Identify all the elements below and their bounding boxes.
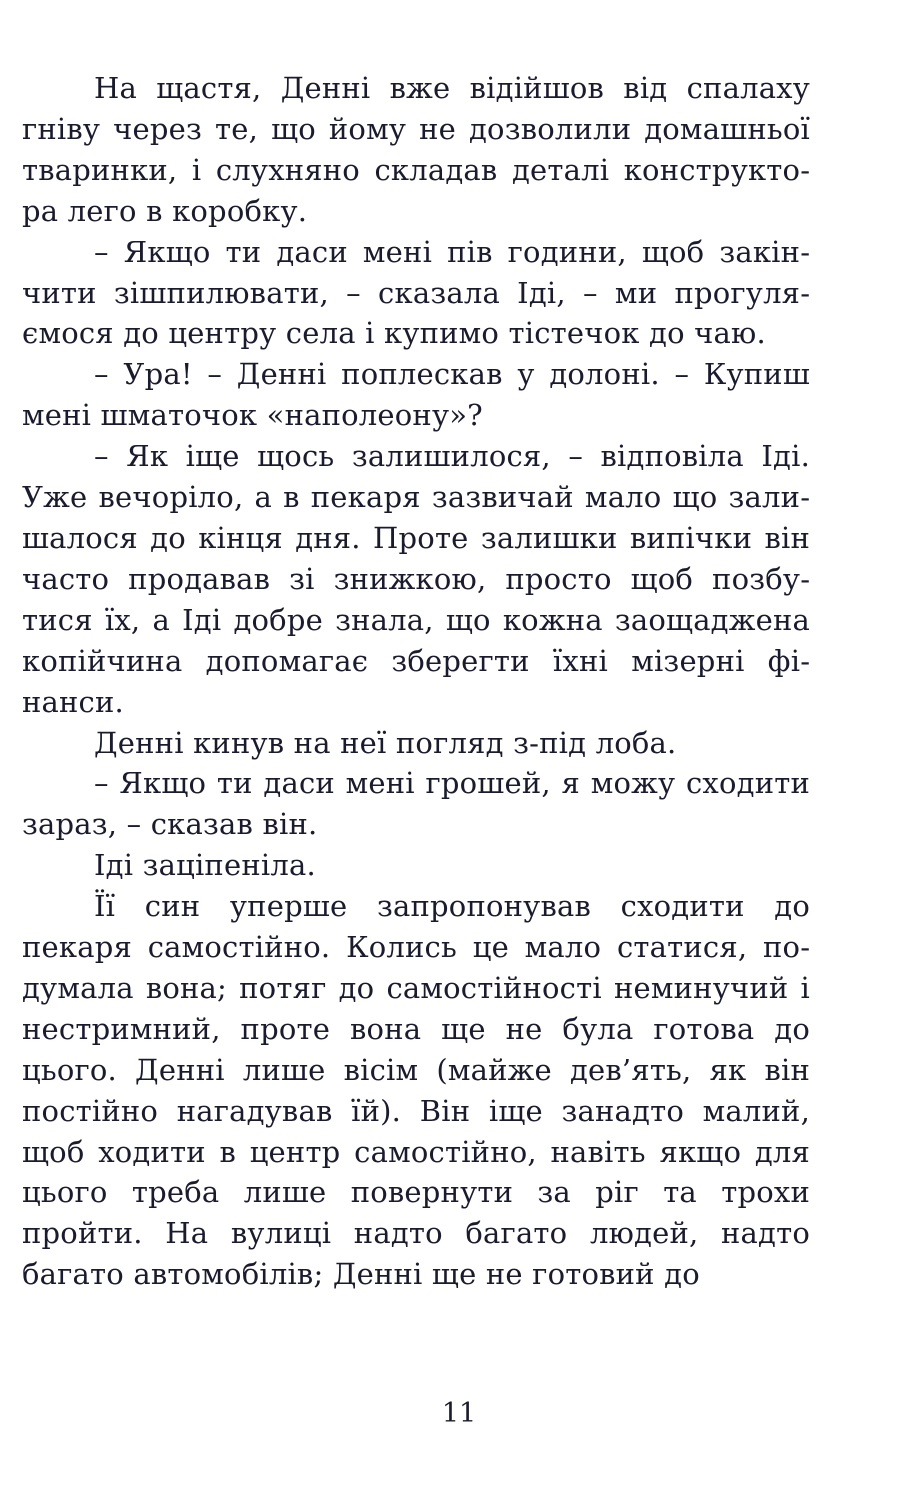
- text-body: [22, 68, 810, 1295]
- paragraph-6: – Якщо ти даси мені грошей, я можу сходити зараз, – сказав він.: [22, 766, 810, 842]
- paragraph-5: Денні кинув на неї погляд з-під лоба.: [94, 725, 677, 760]
- page-number: 11: [441, 1398, 477, 1429]
- paragraph-8: Її син уперше запропонував сходити до пекаря самостійно. Колись це мало статися, подумала вона; потяг до самостійності неминучий і нестримний, проте вона ще не була готова до цього. Денні лише вісім (майже дев’ять, як він постійно нагадував їй). Він іще занадто малий, щоб ходити в центр самостійно, навіть якщо для цього треба лише повернути за ріг та трохи пройти. На вулиці надто багато людей, надто багато автомобілів; Денні ще не готовий до: [22, 889, 810, 1292]
- paragraph-4: – Як іще щось залишилося, – відповіла Іді. Уже вечоріло, а в пекаря зазвичай мало що залишалося до кінця дня. Проте залишки випічки він часто продавав зі знижкою, просто щоб позбутися їх, а Іді добре знала, що кожна заощаджена копійчина допомагає зберегти їхні мізерні фінанси.: [22, 439, 810, 719]
- paragraph-7: Іді заціпеніла.: [94, 848, 316, 883]
- paragraph-2: – Якщо ти даси мені пів години, щоб закінчити зішпилювати, – сказала Іді, – ми прогуляємося до центру села і купимо тістечок до чаю.: [22, 234, 810, 351]
- paragraph-1: На щастя, Денні вже відійшов від спалаху гніву через те, що йому не дозволили домашньої тваринки, і слухняно складав деталі конструктора лего в коробку.: [22, 71, 810, 228]
- paragraph-3: – Ура! – Денні поплескав у долоні. – Купиш мені шматочок «наполеону»?: [22, 357, 810, 433]
